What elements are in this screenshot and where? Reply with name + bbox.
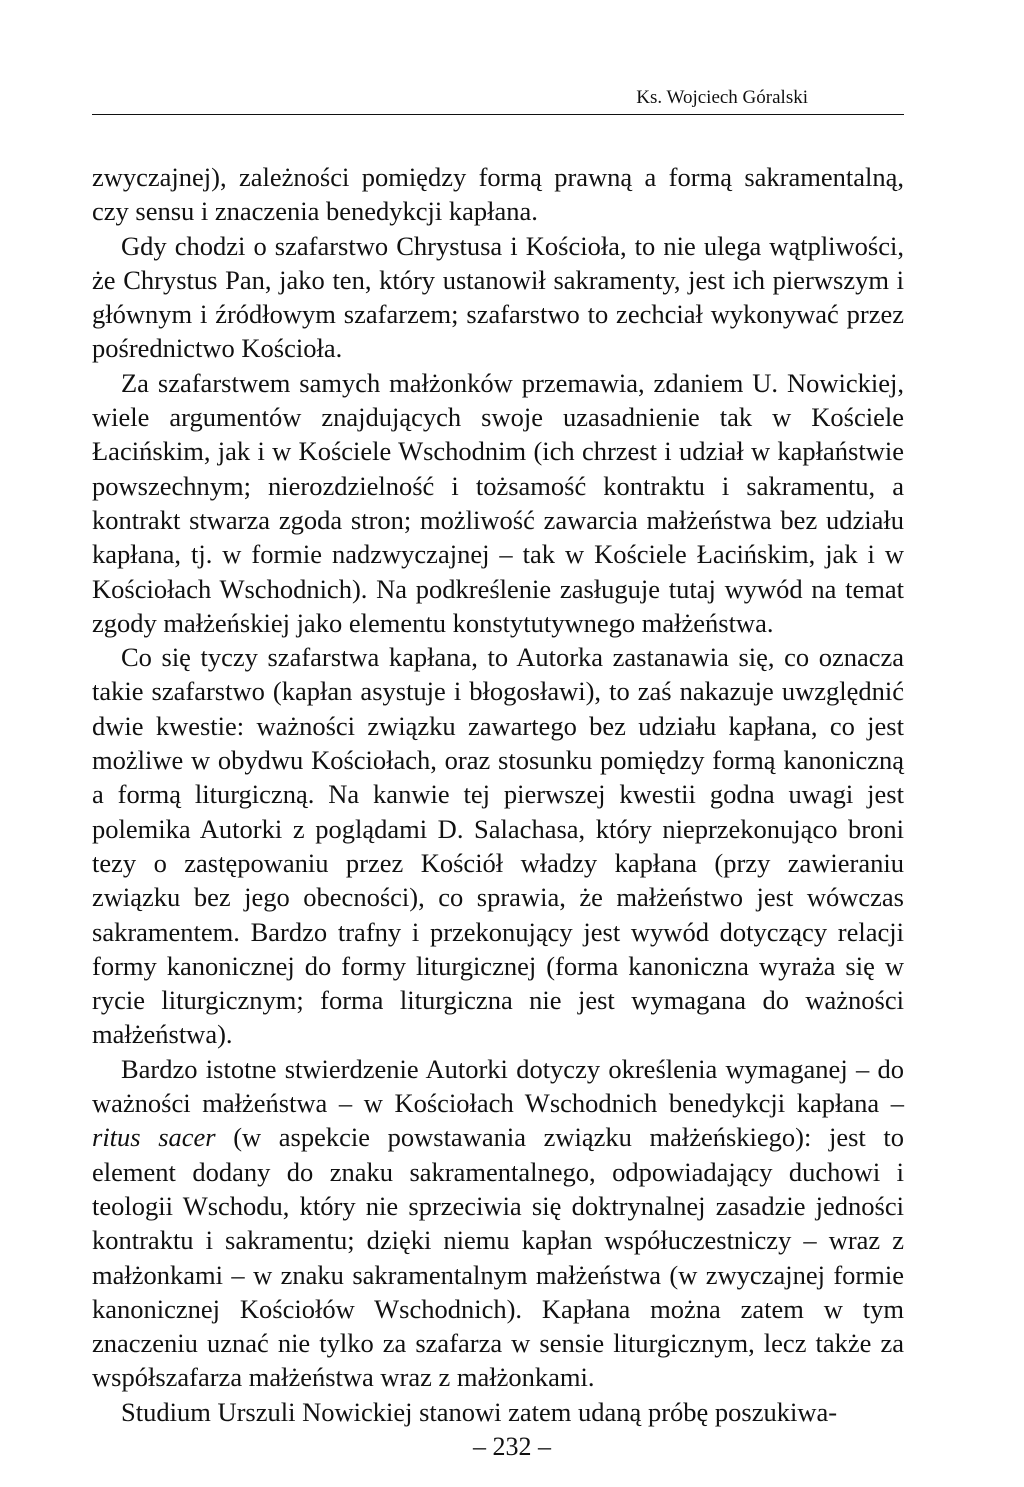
page-number: – 232 – <box>473 1432 551 1461</box>
paragraph-5 <box>92 1052 904 1395</box>
paragraph-3: Za szafarstwem samych małżonków przemawia, zdaniem U. Nowickiej, wiele argumentów znajdujących swoje uzasadnienie tak w Kościele Łacińskim, jak i w Kościele Wschodnim (ich chrzest i udział w kapłaństwie powszechnym; nierozdzielność i tożsamość kontraktu i sakramentu, a kontrakt stwarza zgoda stron; możliwość zawarcia małżeństwa bez udziału kapłana, tj. w formie nadzwyczajnej – tak w Kościele Łacińskim, jak i w Kościołach Wschodnich). Na podkreślenie zasługuje tutaj wywód na temat zgody małżeńskiej jako elementu konstytutywnego małżeństwa. <box>92 367 904 638</box>
body-text <box>92 160 904 1429</box>
paragraph-4: Co się tyczy szafarstwa kapłana, to Autorka zastanawia się, co oznacza takie szafarstwo (kapłan asystuje i błogosławi), to zaś nakazuje uwzględnić dwie kwestie: ważności związku zawartego bez udziału kapłana, co jest możliwe w obydwu Kościołach, oraz stosunku pomiędzy formą kanoniczną a formą liturgiczną. Na kanwie tej pierwszej kwestii godna uwagi jest polemika Autorki z poglądami D. Salachasa, który nieprzekonująco broni tezy o zastępowaniu przez Kościół władzy kapłana (przy zawieraniu związku bez jego obecności), co sprawia, że małżeństwo jest wówczas sakramentem. Bardzo trafny i przekonujący jest wywód dotyczący relacji formy kanonicznej do formy liturgicznej (forma kanoniczna wyraża się w rycie liturgicznym; forma liturgiczna nie jest wymagana do ważności małżeństwa). <box>92 642 904 1050</box>
paragraph-6: Studium Urszuli Nowickiej stanowi zatem udaną próbę poszukiwa- <box>121 1396 838 1427</box>
paragraph-1: zwyczajnej), zależności pomiędzy formą prawną a formą sakramentalną, czy sensu i znaczenia benedykcji kapłana. <box>92 162 904 227</box>
header-rule <box>92 114 904 115</box>
running-header: Ks. Wojciech Góralski <box>636 87 808 108</box>
paragraph-5-part-1: Bardzo istotne stwierdzenie Autorki dotyczy określenia wymaganej – do ważności małżeństwa – w Kościołach Wschodnich benedykcji kapłana – <box>92 1053 904 1119</box>
paragraph-5-part-2: (w aspekcie powstawania związku małżeńskiego): jest to element dodany do znaku sakramentalnego, odpowiadający duchowi i teologii Wschodu, który nie sprzeciwia się doktrynalnej zasadzie jedności kontraktu i sakramentu; dzięki niemu kapłan współuczestniczy – wraz z małżonkami – w znaku sakramentalnym małżeństwa (w zwyczajnej formie kanonicznej Kościołów Wschodnich). Kapłana można zatem w tym znaczeniu uznać nie tylko za szafarza w sensie liturgicznym, lecz także za współszafarza małżeństwa wraz z małżonkami. <box>92 1122 904 1393</box>
paragraph-2: Gdy chodzi o szafarstwo Chrystusa i Kościoła, to nie ulega wątpliwości, że Chrystus Pan, jako ten, który ustanowił sakramenty, jest ich pierwszym i głównym i źródłowym szafarzem; szafarstwo to zechciał wykonywać przez pośrednictwo Kościoła. <box>92 230 904 364</box>
ritus-sacer-term: ritus sacer <box>92 1122 216 1153</box>
